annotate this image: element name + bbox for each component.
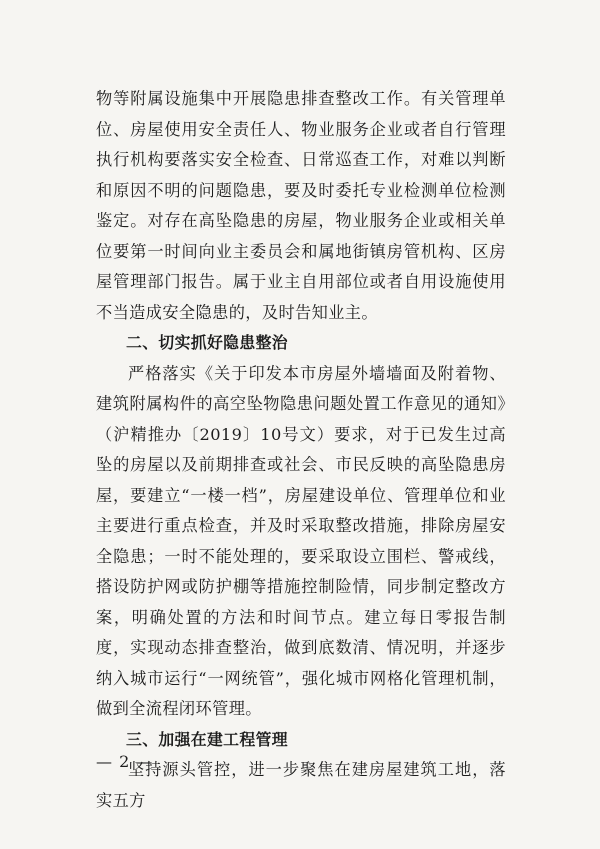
document-body [96, 84, 506, 816]
section-heading-3: 三、加强在建工程管理 [126, 729, 288, 749]
paragraph-continued: 物等附属设施集中开展隐患排查整改工作。有关管理单位、房屋使用安全责任人、物业服务企业或者自行管理执行机构要落实安全检查、日常巡查工作，对难以判断和原因不明的问题隐患，要及时委托专业检测单位检测鉴定。对存在高坠隐患的房屋，物业服务企业或相关单位要第一时间向业主委员会和属地街镇房管机构、区房屋管理部门报告。属于业主自用部位或者自用设施使用不当造成安全隐患的，及时告知业主。 [96, 89, 506, 322]
section-heading-2: 二、切实抓好隐患整治 [126, 333, 288, 352]
page-number: — 2 — [96, 752, 154, 771]
paragraph-section-2: 严格落实《关于印发本市房屋外墙墙面及附着物、建筑附属构件的高空坠物隐患问题处置工作意见的通知》（沪精推办〔2019〕10号文）要求，对于已发生过高坠的房屋以及前期排查或社会、市民反映的高坠隐患房屋，要建立“一楼一档”，房屋建设单位、管理单位和业主要进行重点检查，并及时采取整改措施，排除房屋安全隐患；一时不能处理的，要采取设立围栏、警戒线，搭设防护网或防护棚等措施控制险情，同步制定整改方案，明确处置的方法和时间节点。建立每日零报告制度，实现动态排查整治，做到底数清、情况明，并逐步纳入城市运行“一网统管”，强化城市网格化管理机制，做到全流程闭环管理。 [96, 363, 506, 718]
paragraph-section-3: 坚持源头管控，进一步聚焦在建房屋建筑工地，落实五方 [96, 760, 506, 810]
